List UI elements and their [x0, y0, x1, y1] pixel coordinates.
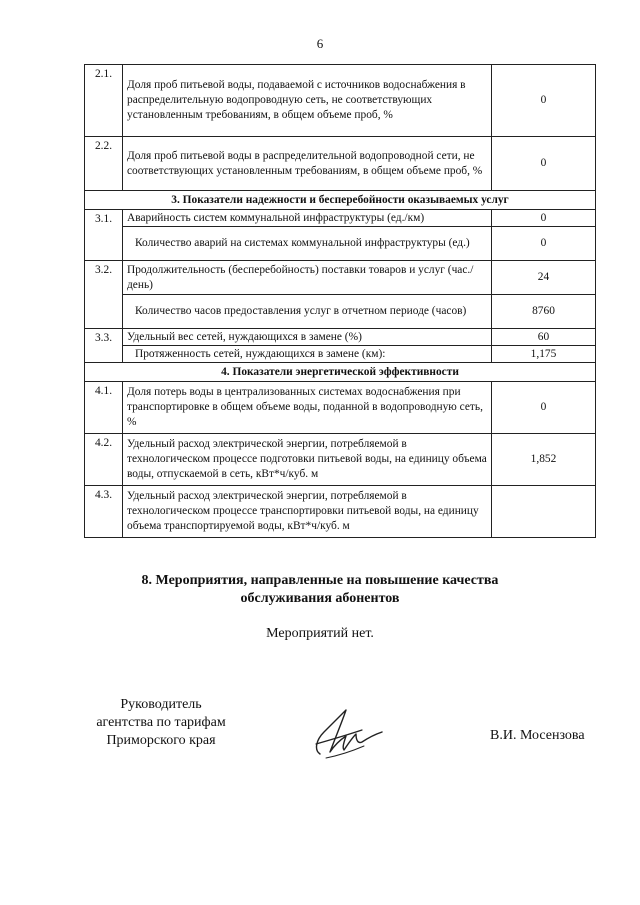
- signer-position-line3: Приморского края: [106, 733, 216, 748]
- indicator-name: Удельный расход электрической энергии, потребляемой в технологическом процессе транспортировки питьевой воды, на единицу объема транспортируемой воды, кВт*ч/куб. м: [123, 486, 492, 538]
- table-row: [85, 137, 596, 191]
- indicators-table: [84, 64, 596, 538]
- table-row: [85, 227, 596, 261]
- indicator-name: Продолжительность (бесперебойность) поставки товаров и услуг (час./день): [123, 261, 492, 295]
- row-number: 4.1.: [85, 382, 123, 434]
- indicator-value: 0: [492, 227, 596, 261]
- table-row: [85, 210, 596, 227]
- indicator-name: Доля потерь воды в централизованных системах водоснабжения при транспортировке в общем объеме воды, поданной в водопроводную сеть, %: [123, 382, 492, 434]
- table-row: [85, 295, 596, 329]
- section-8-heading: [0, 572, 640, 608]
- indicator-value: 0: [492, 137, 596, 191]
- signer-name: В.И. Мосензова: [490, 728, 585, 743]
- table-row: [85, 382, 596, 434]
- indicator-name: Удельный вес сетей, нуждающихся в замене (%): [123, 329, 492, 346]
- table-row: [85, 346, 596, 363]
- indicator-name: Количество часов предоставления услуг в отчетном периоде (часов): [123, 295, 492, 329]
- table-row: [85, 434, 596, 486]
- row-number: 4.2.: [85, 434, 123, 486]
- indicator-name: Количество аварий на системах коммунальной инфраструктуры (ед.): [123, 227, 492, 261]
- table-row: [85, 329, 596, 346]
- page-number: 6: [316, 36, 324, 51]
- signer-position: [76, 696, 246, 750]
- row-number: 3.1.: [85, 210, 123, 261]
- indicator-name: Протяженность сетей, нуждающихся в замене (км):: [123, 346, 492, 363]
- signer-position-line2: агентства по тарифам: [96, 715, 226, 730]
- section-8-heading-line2: обслуживания абонентов: [240, 591, 400, 606]
- indicator-value: 0: [492, 210, 596, 227]
- section-title: 3. Показатели надежности и бесперебойности оказываемых услуг: [85, 191, 596, 210]
- table-row: [85, 486, 596, 538]
- indicator-value: 60: [492, 329, 596, 346]
- section-8-heading-line1: 8. Мероприятия, направленные на повышение качества: [141, 573, 499, 588]
- indicator-value: 0: [492, 65, 596, 137]
- indicator-value: 24: [492, 261, 596, 295]
- indicator-name: Удельный расход электрической энергии, потребляемой в технологическом процессе подготовки питьевой воды, на единицу объема воды, отпускаемой в сеть, кВт*ч/куб. м: [123, 434, 492, 486]
- section-row: [85, 363, 596, 382]
- table-row: [85, 65, 596, 137]
- signer-position-line1: Руководитель: [120, 697, 202, 712]
- indicator-name: Аварийность систем коммунальной инфраструктуры (ед./км): [123, 210, 492, 227]
- row-number: 2.1.: [85, 65, 123, 137]
- table-row: [85, 261, 596, 295]
- row-number: 2.2.: [85, 137, 123, 191]
- indicator-value: 1,175: [492, 346, 596, 363]
- section-row: [85, 191, 596, 210]
- handwritten-signature: [306, 706, 386, 762]
- indicator-value: [492, 486, 596, 538]
- indicator-value: 8760: [492, 295, 596, 329]
- row-number: 3.2.: [85, 261, 123, 329]
- indicator-value: 1,852: [492, 434, 596, 486]
- row-number: 4.3.: [85, 486, 123, 538]
- indicator-value: 0: [492, 382, 596, 434]
- row-number: 3.3.: [85, 329, 123, 363]
- section-title: 4. Показатели энергетической эффективности: [85, 363, 596, 382]
- indicator-name: Доля проб питьевой воды, подаваемой с источников водоснабжения в распределительную водопроводную сеть, не соответствующих установленным требованиям, в общем объеме проб, %: [123, 65, 492, 137]
- indicator-name: Доля проб питьевой воды в распределительной водопроводной сети, не соответствующих установленным требованиям, в общем объеме проб, %: [123, 137, 492, 191]
- no-measures-text: Мероприятий нет.: [266, 626, 374, 641]
